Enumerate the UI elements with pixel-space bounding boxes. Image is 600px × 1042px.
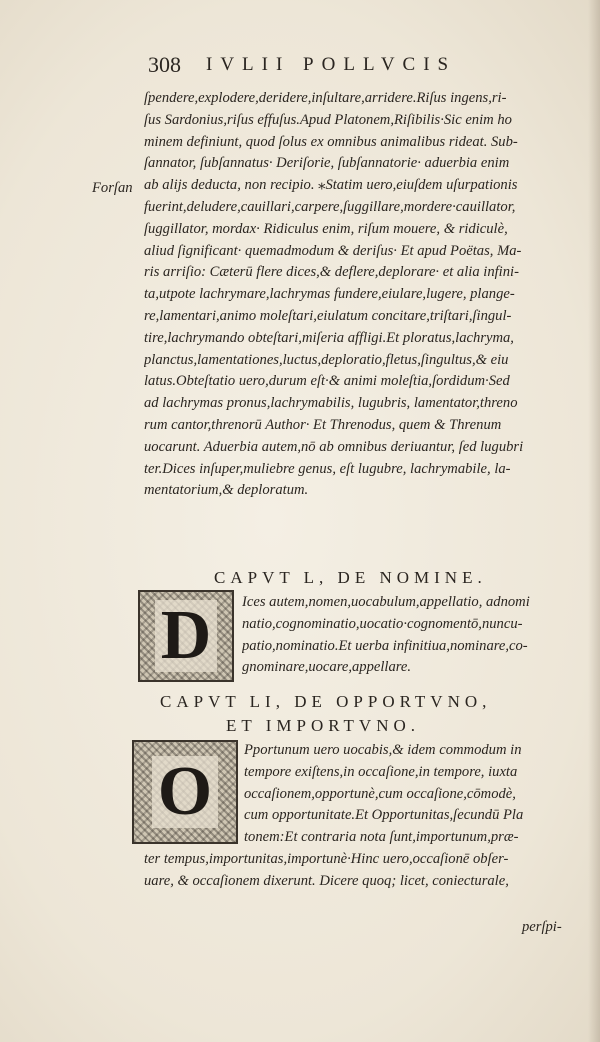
running-head-title: IVLII POLLVCIS [206, 54, 457, 75]
body-line: minem definiunt, quod ſolus ex omnibus animalibus rideat. Sub- [144, 133, 518, 150]
body-line: latus.Obteſtatio uero,durum eſt·& animi moleſtia,ſordidum·Sed [144, 373, 510, 390]
chapter-50-text [242, 592, 530, 679]
body-line: aliud ſignificant· quemadmodum & deriſus· Et apud Poëtas, Ma- [144, 242, 522, 259]
body-line: ſannator, ſubſannatus· Deriſorie, ſubſannatorie· aduerbia enim [144, 155, 510, 172]
body-line: fuerint,deludere,cauillari,carpere,ſuggillare,mordere·cauillator, [144, 198, 516, 215]
body-text [144, 88, 596, 502]
chapter-line: ter tempus,importunitas,importunè·Hinc uero,occaſionē obſer- [144, 851, 509, 867]
body-line: mentatorium,& deploratum. [144, 482, 309, 499]
margin-note: Forſan [92, 180, 133, 196]
body-line: ris arriſio: Cæterū flere dices,& deflere,deplorare· et alia infini- [144, 264, 519, 281]
chapter-line: Ices autem,nomen,uocabulum,appellatio, adnomi [242, 594, 530, 610]
chapter-line: cum opportunitate.Et Opportunitas,ſecundū Pla [244, 807, 524, 824]
chapter-line: gnominare,uocare,appellare. [242, 659, 412, 676]
decorated-initial-o [132, 740, 238, 844]
body-line: uocarunt. Aduerbia autem,nō ab omnibus deriuantur, ſed lugubri [144, 438, 524, 455]
body-line: rum cantor,threnorū Author· Et Threnodus, quem & Threnum [144, 416, 502, 433]
chapter-line: occaſionem,opportunè,cum occaſione,cōmodè, [244, 785, 516, 802]
initial-letter-o: O [152, 756, 218, 828]
body-line: ſpendere,explodere,deridere,inſultare,arridere.Riſus ingens,ri- [144, 90, 507, 106]
decorated-initial-d [138, 590, 234, 682]
initial-letter-d: D [155, 600, 218, 672]
body-line: ab alijs deducta, non recipio. ⁎Statim uero,eiuſdem uſurpationis [144, 177, 518, 194]
chapter-51-heading: CAPVT LI, DE OPPORTVNO, [160, 692, 492, 711]
chapter-line: patio,nominatio.Et uerba infinitiua,nominare,co- [242, 637, 528, 654]
chapter-line: tonem:Et contraria nota ſunt,importunum,præ- [244, 829, 519, 846]
chapter-50-heading: CAPVT L, DE NOMINE. [214, 568, 487, 587]
chapter-line: uare, & occaſionem dixerunt. Dicere quoq; licet, coniecturale, [144, 872, 509, 889]
body-line: planctus,lamentationes,luctus,deploratio,fletus,ſingultus,& eiu [144, 351, 509, 368]
body-line: ad lachrymas pronus,lachrymabilis, lugubris, lamentator,threno [144, 395, 518, 412]
chapter-51-heading-line2: ET IMPORTVNO. [226, 716, 421, 735]
chapter-line: natio,cognominatio,uocatio·cognomentō,nuncu- [242, 615, 523, 632]
body-line: ter.Dices inſuper,muliebre genus, eſt lugubre, lachrymabile, la- [144, 460, 511, 477]
page-number: 308 [148, 52, 181, 77]
body-line: tire,lachrymando obteſtari,miſeria affligi.Et ploratus,lachryma, [144, 329, 514, 346]
chapter-line: tempore exiſtens,in occaſione,in tempore, iuxta [244, 763, 518, 780]
running-header [148, 52, 548, 78]
chapter-51-text-indented [244, 740, 523, 849]
chapter-51-text-full [144, 849, 509, 893]
catchword: perſpi- [522, 919, 562, 935]
body-line: re,lamentari,animo moleſtari,eiulatum concitare,triſtari,ſingul- [144, 307, 512, 324]
chapter-line: Pportunum uero uocabis,& idem commodum in [244, 742, 522, 758]
body-line: ſuggillator, mordax· Ridiculus enim, riſum mouere, & ridiculè, [144, 220, 508, 237]
body-line: ſus Sardonius,riſus effuſus.Apud Platonem,Riſibilis·Sic enim ho [144, 111, 512, 128]
body-line: ta,utpote lachrymare,lachrymas fundere,eiulare,lugere, plange- [144, 286, 515, 303]
